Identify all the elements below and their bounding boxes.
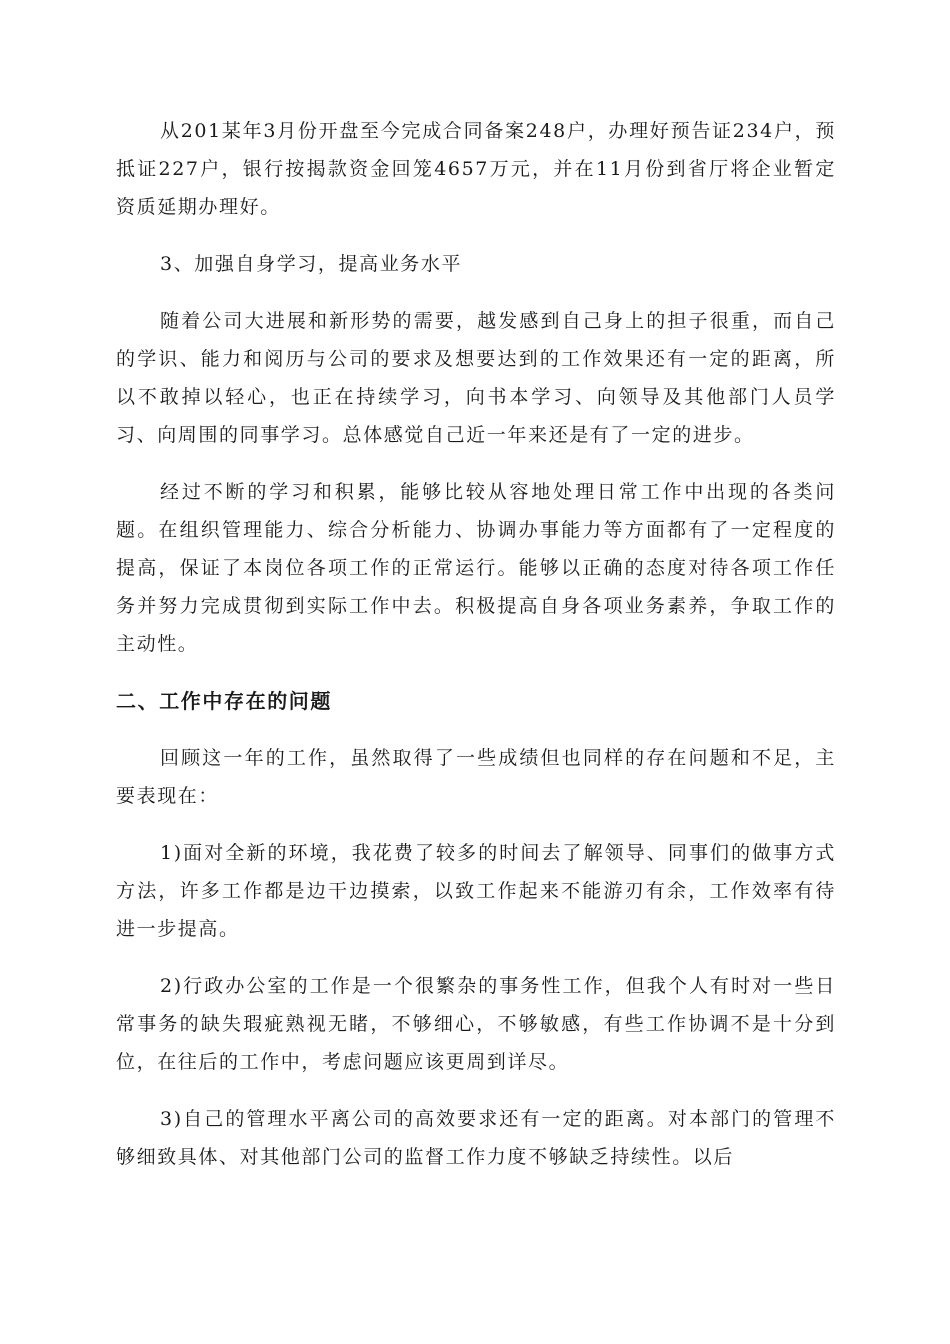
paragraph-learning-pressure: 随着公司大进展和新形势的需要，越发感到自己身上的担子很重，而自己的学识、能力和阅历与公司的要求及想要达到的工作效果还有一定的距离，所以不敢掉以轻心，也正在持续学习，向书本学习、向领导及其他部门人员学习、向周围的同事学习。总体感觉自己近一年来还是有了一定的进步。 [116, 310, 836, 446]
document-body [116, 112, 836, 1195]
paragraph-problem-3: 3)自己的管理水平离公司的高效要求还有一定的距离。对本部门的管理不够细致具体、对其他部门公司的监督工作力度不够缺乏持续性。以后 [116, 1108, 836, 1168]
paragraph-review-intro: 回顾这一年的工作，虽然取得了一些成绩但也同样的存在问题和不足，主要表现在： [116, 747, 836, 807]
paragraph-problem-1: 1)面对全新的环境，我花费了较多的时间去了解领导、同事们的做事方式方法，许多工作都是边干边摸索，以致工作起来不能游刃有余，工作效率有待进一步提高。 [116, 842, 836, 940]
paragraph-sales-results: 从201某年3月份开盘至今完成合同备案248户，办理好预告证234户，预抵证227户，银行按揭款资金回笼4657万元，并在11月份到省厅将企业暂定资质延期办理好。 [116, 120, 836, 218]
paragraph-subheading-self-study: 3、加强自身学习，提高业务水平 [160, 253, 463, 275]
section-heading-problems: 二、工作中存在的问题 [116, 689, 332, 713]
paragraph-problem-2: 2)行政办公室的工作是一个很繁杂的事务性工作，但我个人有时对一些日常事务的缺失瑕疵熟视无睹，不够细心，不够敏感，有些工作协调不是十分到位，在往后的工作中，考虑问题应该更周到详尽。 [116, 975, 836, 1073]
paragraph-learning-results: 经过不断的学习和积累，能够比较从容地处理日常工作中出现的各类问题。在组织管理能力、综合分析能力、协调办事能力等方面都有了一定程度的提高，保证了本岗位各项工作的正常运行。能够以正确的态度对待各项工作任务并努力完成贯彻到实际工作中去。积极提高自身各项业务素养，争取工作的主动性。 [116, 481, 836, 655]
